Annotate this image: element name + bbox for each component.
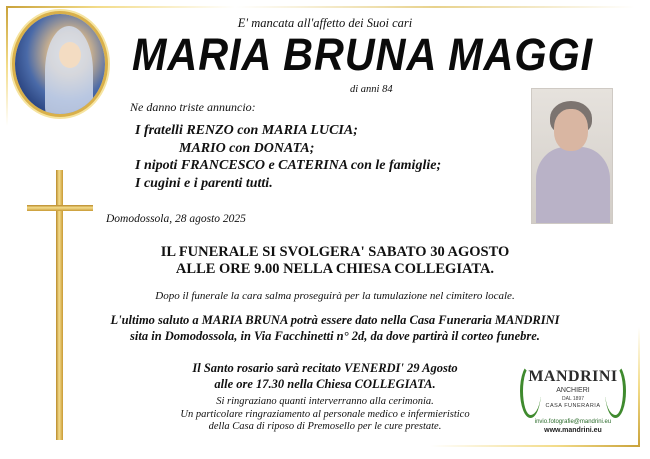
- announcement-lead: Ne danno triste annuncio:: [130, 100, 256, 114]
- family-line: MARIO con DONATA;: [179, 140, 315, 156]
- farewell-line: L'ultimo saluto a MARIA BRUNA potrà essere dato nella Casa Funeraria MANDRINI: [110, 313, 560, 327]
- thanks-note: [110, 396, 540, 434]
- deceased-name: MARIA BRUNA MAGGI: [132, 29, 594, 80]
- gold-corner-top-left: [6, 6, 236, 8]
- after-funeral-note: Dopo il funerale la cara salma proseguirà per la tumulazione nel cimitero locale.: [155, 290, 515, 302]
- cross-icon-bar: [27, 205, 93, 211]
- intro-line: E' mancata all'affetto dei Suoi cari: [237, 16, 413, 30]
- funeral-announcement: [110, 244, 560, 278]
- logo-website: www.mandrini.eu: [544, 427, 602, 434]
- logo-brand: MANDRINI: [528, 368, 618, 385]
- logo-email: invio.fotografie@mandrini.eu: [534, 419, 612, 425]
- family-line: I nipoti FRANCESCO e CATERINA con le famiglie;: [135, 158, 442, 173]
- thanks-line: Un particolare ringraziamento al personale medico e infermieristico: [180, 408, 470, 420]
- thanks-line: della Casa di riposo di Premosello per le cure prestate.: [208, 421, 442, 432]
- funeral-line: IL FUNERALE SI SVOLGERA' SABATO 30 AGOSTO: [160, 244, 510, 260]
- family-line: I cugini e i parenti tutti.: [135, 175, 273, 191]
- deceased-photo: [531, 88, 613, 224]
- rosary-line: Il Santo rosario sarà recitato VENERDI' 29 Agosto: [192, 361, 458, 375]
- family-list: [135, 122, 441, 192]
- rosary-note: [110, 361, 540, 392]
- place-date: Domodossola, 28 agosto 2025: [106, 213, 246, 225]
- top-border-line: [235, 6, 635, 8]
- farewell-note: [95, 312, 575, 344]
- gold-corner-bottom-right: [430, 445, 640, 447]
- rosary-line: alle ore 17.30 nella Chiesa COLLEGIATA.: [214, 376, 436, 391]
- age-line: di anni 84: [350, 84, 393, 95]
- logo-type: CASA FUNERARIA: [545, 403, 601, 409]
- logo-since: DAL 1897: [561, 396, 585, 402]
- farewell-line: sita in Domodossola, in Via Facchinetti n° 2d, da dove partirà il corteo funebre.: [130, 329, 540, 343]
- funeral-line: ALLE ORE 9.00 NELLA CHIESA COLLEGIATA.: [175, 261, 495, 277]
- gold-corner-bottom-right-vertical: [638, 327, 640, 447]
- family-line: I fratelli RENZO con MARIA LUCIA;: [135, 123, 358, 138]
- thanks-line: Si ringraziano quanti interverranno alla cerimonia.: [216, 396, 434, 407]
- logo-sub: ANCHIERI: [556, 387, 590, 394]
- mandrini-logo: [518, 360, 628, 445]
